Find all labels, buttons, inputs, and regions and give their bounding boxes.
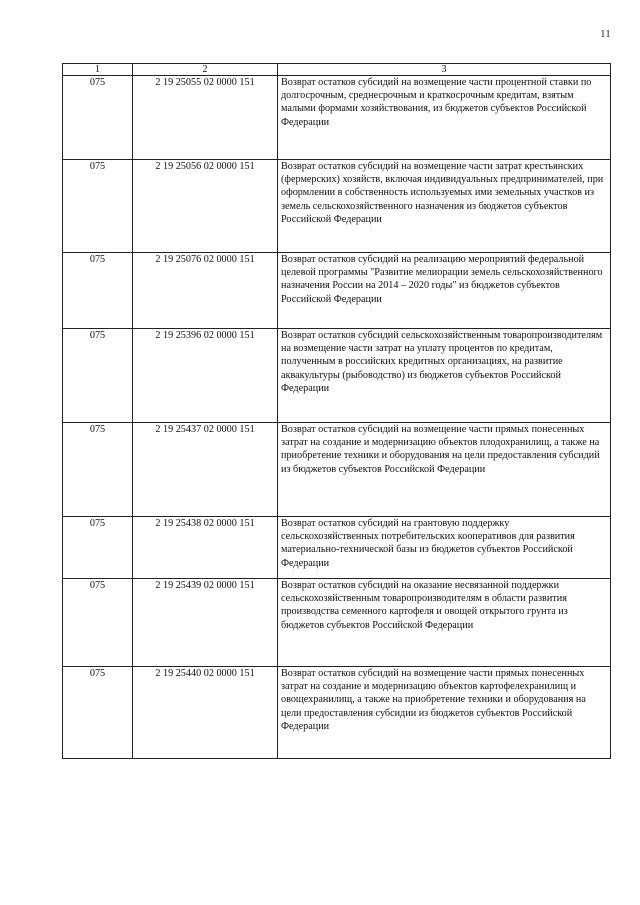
- budget-code-cell: 2 19 25438 02 0000 151: [133, 517, 278, 579]
- budget-code-cell: 2 19 25440 02 0000 151: [133, 667, 278, 759]
- budget-code-cell: 2 19 25056 02 0000 151: [133, 160, 278, 253]
- admin-code-cell: 075: [63, 579, 133, 667]
- budget-code-cell: 2 19 25437 02 0000 151: [133, 423, 278, 517]
- description-cell: Возврат остатков субсидий на возмещение части процентной ставки по долгосрочным, среднесрочным и краткосрочным кредитам, взятым малыми формами хозяйствования, из бюджетов субъектов Российской Федерации: [278, 76, 611, 160]
- column-header-1: 1: [63, 64, 133, 76]
- table-row: [63, 253, 611, 329]
- description-cell: Возврат остатков субсидий на возмещение части затрат крестьянских (фермерских) хозяйств, включая индивидуальных предпринимателей, при оформлении в собственность используемых ими земельных участков из земель сельскохозяйственного назначения из бюджетов субъектов Российской Федерации: [278, 160, 611, 253]
- budget-code-cell: 2 19 25396 02 0000 151: [133, 329, 278, 423]
- description-cell: Возврат остатков субсидий на возмещение части прямых понесенных затрат на создание и модернизацию объектов картофелехранилищ и овощехранилищ, а также на приобретение техники и оборудования на цели предоставления субсидии из бюджетов субъектов Российской Федерации: [278, 667, 611, 759]
- admin-code-cell: 075: [63, 253, 133, 329]
- description-cell: Возврат остатков субсидий на реализацию мероприятий федеральной целевой программы "Развитие мелиорации земель сельскохозяйственного назначения России на 2014 – 2020 годы" из бюджетов субъектов Российской Федерации: [278, 253, 611, 329]
- table-row: [63, 579, 611, 667]
- column-header-3: 3: [278, 64, 611, 76]
- admin-code-cell: 075: [63, 160, 133, 253]
- table-row: [63, 517, 611, 579]
- table-row: [63, 160, 611, 253]
- admin-code-cell: 075: [63, 517, 133, 579]
- table-row: [63, 667, 611, 759]
- description-cell: Возврат остатков субсидий на грантовую поддержку сельскохозяйственных потребительских кооперативов для развития материально-технической базы из бюджетов субъектов Российской Федерации: [278, 517, 611, 579]
- budget-code-cell: 2 19 25055 02 0000 151: [133, 76, 278, 160]
- budget-code-cell: 2 19 25076 02 0000 151: [133, 253, 278, 329]
- admin-code-cell: 075: [63, 329, 133, 423]
- header-row: [63, 64, 611, 76]
- column-header-2: 2: [133, 64, 278, 76]
- description-cell: Возврат остатков субсидий на оказание несвязанной поддержки сельскохозяйственным товаропроизводителям в области развития производства семенного картофеля и овощей открытого грунта из бюджетов субъектов Российской Федерации: [278, 579, 611, 667]
- admin-code-cell: 075: [63, 667, 133, 759]
- table-row: [63, 76, 611, 160]
- budget-codes-table: [62, 63, 611, 759]
- description-cell: Возврат остатков субсидий сельскохозяйственным товаропроизводителям на возмещение части затрат на уплату процентов по кредитам, полученным в российских кредитных организациях, на развитие аквакультуры (рыбоводство) из бюджетов субъектов Российской Федерации: [278, 329, 611, 423]
- description-cell: Возврат остатков субсидий на возмещение части прямых понесенных затрат на создание и модернизацию объектов плодохранилищ, а также на приобретение техники и оборудования на цели предоставления субсидий из бюджетов субъектов Российской Федерации: [278, 423, 611, 517]
- table-row: [63, 329, 611, 423]
- page-number: 11: [600, 29, 611, 40]
- admin-code-cell: 075: [63, 76, 133, 160]
- admin-code-cell: 075: [63, 423, 133, 517]
- table-row: [63, 423, 611, 517]
- budget-code-cell: 2 19 25439 02 0000 151: [133, 579, 278, 667]
